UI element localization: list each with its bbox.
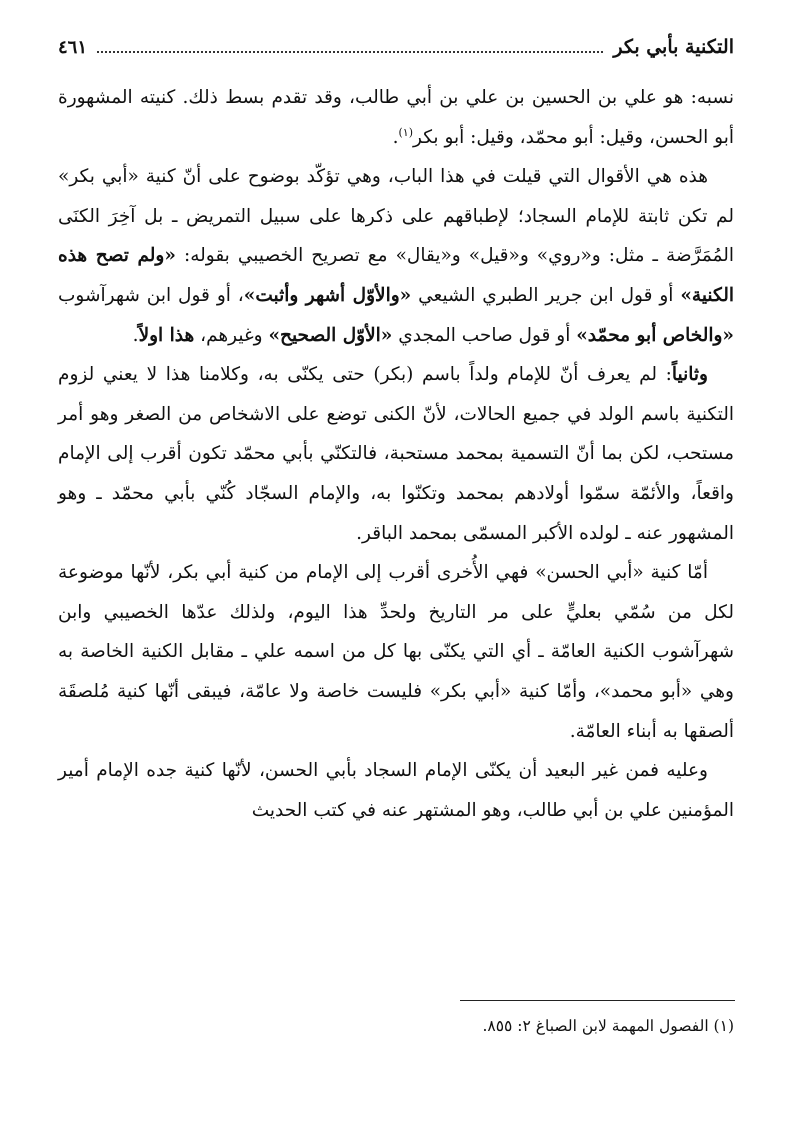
paragraph <box>58 157 734 355</box>
page-number: ٤٦١ <box>58 36 88 58</box>
footnote-marker[interactable]: (١) <box>398 125 413 139</box>
bold-phrase: «ولم تصح هذه الكنية» <box>58 245 734 306</box>
paragraph <box>58 78 734 157</box>
paragraph <box>58 355 734 553</box>
footnote-separator <box>460 1000 735 1001</box>
bold-phrase: «الأوّل الصحيح» <box>268 324 393 346</box>
text-run: وغيرهم، <box>194 324 269 346</box>
text-run: وعليه فمن غير البعيد أن يكنّى الإمام السجاد بأبي الحسن، لأنّها كنية جده الإمام أمير المؤمنين علي بن أبي طالب، وهو المشتهر عنه في كتب الحديث <box>58 760 734 821</box>
paragraph <box>58 553 734 751</box>
running-header <box>58 30 734 64</box>
text-run: . <box>132 324 139 346</box>
text-run: أو قول ابن جرير الطبري الشيعي <box>411 284 681 306</box>
footnote: (١) الفصول المهمة لابن الصباغ ٢: ٨٥٥. <box>482 1017 734 1035</box>
text-run: نسبه: هو علي بن الحسين بن علي بن أبي طالب، وقد تقدم بسط ذلك. كنيته المشهورة أبو الحسن، وقيل: أبو محمّد، وقيل: أبو بكر <box>58 87 734 148</box>
text-run: ، أو قول ابن شهرآشوب <box>58 284 244 306</box>
header-title: التكنية بأبي بكر <box>613 36 734 58</box>
text-run: أو قول صاحب المجدي <box>392 324 577 346</box>
text-run: : لم يعرف أنّ للإمام ولداً باسم (بكر) حتى يكنّى به، وكلامنا هذا لا يعني لزوم التكنية باسم الولد في جميع الحالات، لأنّ الكنى توضع على الاشخاص من الصغر وهو أمر مستحب، لكن بما أنّ التسمية بمحمد مستحبة، فالتكنّي بأبي محمّد تكون أقرب إلى الإمام واقعاً، والأئمّة سمّوا أولادهم بمحمد وتكنّوا به، والإمام السجّاد كُنّي بأبي محمّد ـ وهو المشهور عنه ـ لولده الأكبر المسمّى بمحمد الباقر. <box>58 364 734 544</box>
header-dot-leader <box>97 41 603 53</box>
paragraph <box>58 751 734 830</box>
bold-phrase: هذا اولاً <box>138 324 195 346</box>
text-run: أمّا كنية «أبي الحسن» فهي الأُخرى أقرب إلى الإمام من كنية أبي بكر، لأنّها موضوعة لكل من سُمّي بعليٍّ على مر التاريخ ولحدِّ هذا اليوم، ولذلك عدّها الخصيبي وابن شهرآشوب الكنية العامّة ـ أي التي يكنّى بها كل من اسمه علي ـ مقابل الكنية الخاصة به وهي «أبو محمد»، وأمّا كنية «أبي بكر» فليست خاصة ولا عامّة، فيبقى أنّها كنية مُلصقَة ألصقها به أبناء العامّة. <box>58 562 734 742</box>
bold-phrase: وثانياً <box>671 364 708 386</box>
body-text <box>58 78 734 830</box>
bold-phrase: «والخاص أبو محمّد» <box>576 324 734 346</box>
bold-phrase: «والأوّل أشهر وأثبت» <box>243 284 412 306</box>
text-run: هذه هي الأقوال التي قيلت في هذا الباب، وهي تؤكّد بوضوح على أنّ كنية «أبي بكر» لم تكن ثابتة للإمام السجاد؛ لإطباقهم على ذكرها على سبيل التمريض ـ بل آخِرَ الكنَى المُمَرَّضة ـ مثل: و«روي» و«قيل» و«يقال» مع تصريح الخصيبي بقوله: <box>58 166 734 267</box>
text-run: . <box>392 126 399 148</box>
